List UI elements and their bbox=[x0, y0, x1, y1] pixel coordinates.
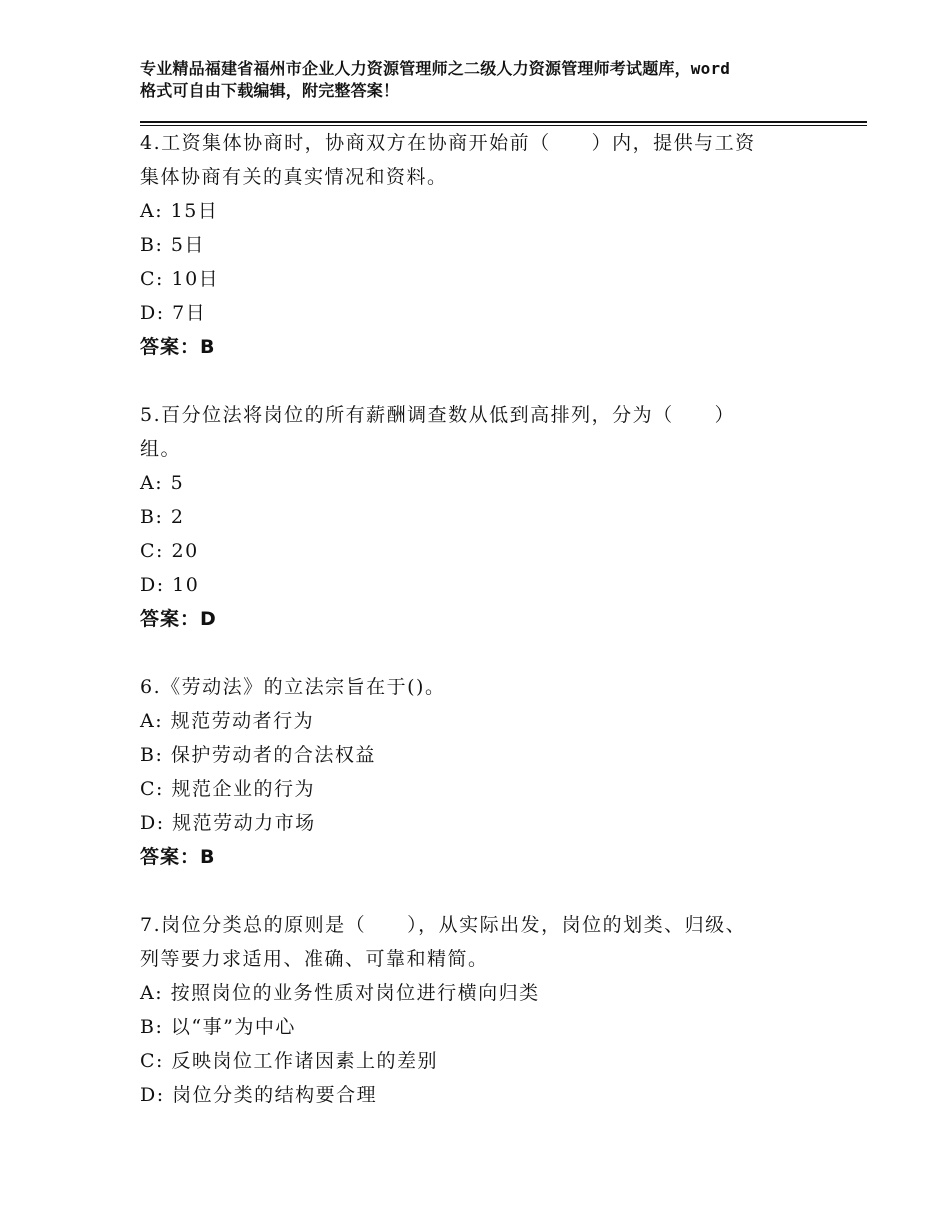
header-divider-thick bbox=[140, 121, 867, 123]
question-text-line: 集体协商有关的真实情况和资料。 bbox=[140, 166, 448, 188]
question-text-line: 7.岗位分类总的原则是（ ），从实际出发，岗位的划类、归级、 bbox=[140, 914, 747, 936]
question-7 bbox=[140, 908, 830, 1112]
header-line-1: 专业精品福建省福州市企业人力资源管理师之二级人力资源管理师考试题库，word bbox=[140, 59, 731, 78]
option-b: B: 2 bbox=[140, 506, 185, 528]
option-b: B: 5日 bbox=[140, 234, 205, 256]
option-b: B: 保护劳动者的合法权益 bbox=[140, 744, 376, 766]
header-line-2: 格式可自由下载编辑，附完整答案！ bbox=[140, 81, 400, 100]
option-b: B: 以“事”为中心 bbox=[140, 1016, 296, 1038]
option-a: A: 规范劳动者行为 bbox=[140, 710, 315, 732]
option-d: D: 7日 bbox=[140, 302, 207, 324]
answer-label: 答案：D bbox=[140, 608, 217, 630]
spacer bbox=[140, 364, 830, 398]
question-text-line: 6.《劳动法》的立法宗旨在于()。 bbox=[140, 676, 446, 698]
option-c: C: 20 bbox=[140, 540, 199, 562]
question-text-line: 4.工资集体协商时，协商双方在协商开始前（ ）内，提供与工资 bbox=[140, 132, 756, 154]
option-c: C: 10日 bbox=[140, 268, 220, 290]
option-c: C: 反映岗位工作诸因素上的差别 bbox=[140, 1050, 438, 1072]
option-d: D: 规范劳动力市场 bbox=[140, 812, 316, 834]
option-a: A: 5 bbox=[140, 472, 185, 494]
spacer bbox=[140, 636, 830, 670]
question-text-line: 列等要力求适用、准确、可靠和精简。 bbox=[140, 948, 489, 970]
question-6 bbox=[140, 670, 830, 874]
question-list bbox=[140, 126, 830, 1112]
document-header bbox=[140, 58, 840, 102]
question-text-line: 组。 bbox=[140, 438, 182, 460]
option-a: A: 15日 bbox=[140, 200, 219, 222]
option-d: D: 岗位分类的结构要合理 bbox=[140, 1084, 378, 1106]
option-c: C: 规范企业的行为 bbox=[140, 778, 315, 800]
answer-label: 答案：B bbox=[140, 846, 216, 868]
answer-label: 答案：B bbox=[140, 336, 216, 358]
question-5 bbox=[140, 398, 830, 636]
option-a: A: 按照岗位的业务性质对岗位进行横向归类 bbox=[140, 982, 540, 1004]
spacer bbox=[140, 874, 830, 908]
option-d: D: 10 bbox=[140, 574, 200, 596]
question-text-line: 5.百分位法将岗位的所有薪酬调查数从低到高排列，分为（ ） bbox=[140, 404, 736, 426]
question-4 bbox=[140, 126, 830, 364]
